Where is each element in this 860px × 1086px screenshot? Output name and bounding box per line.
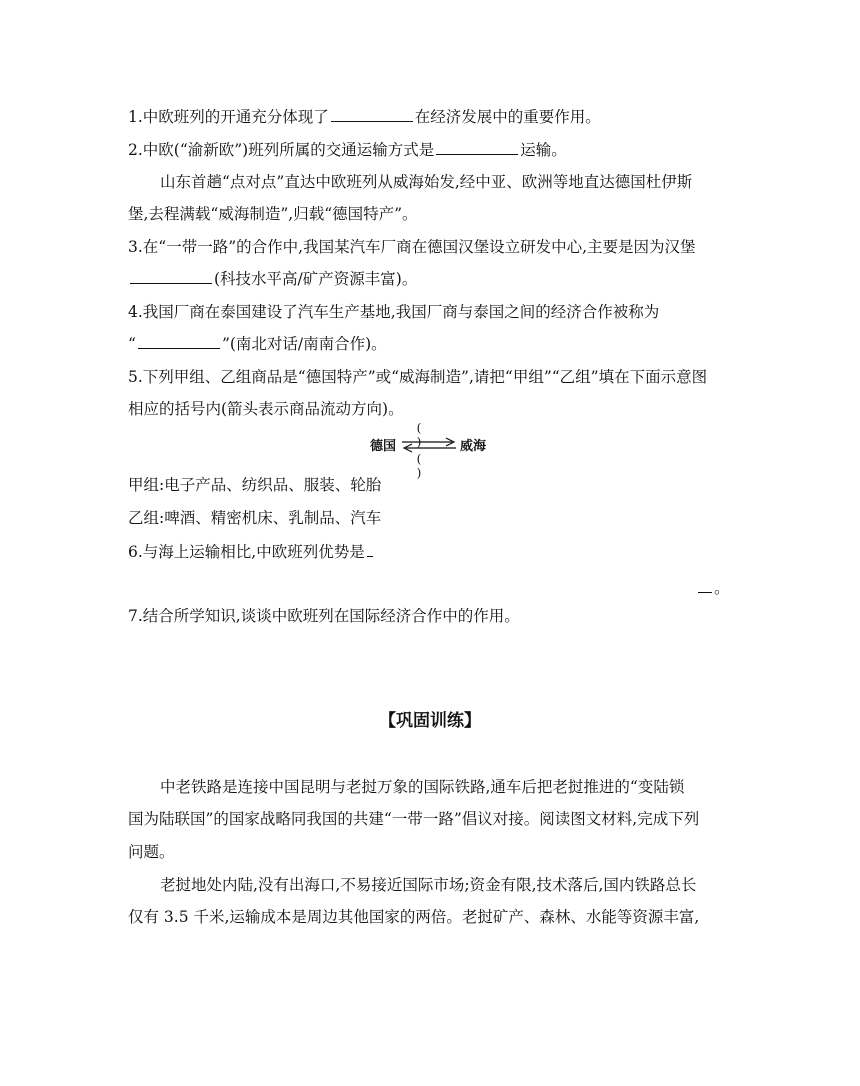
bottom-answer-paren[interactable]: ( ) [416,452,440,480]
open-quote: “ [128,335,136,353]
question-4-line-2 [128,333,387,355]
question-1 [128,106,601,128]
section-para-2-line-2: 仅有 3.5 千米,运输成本是周边其他国家的两倍。老挝矿产、森林、水能等资源丰富, [128,908,700,926]
group-a: 甲组:电子产品、纺织品、服装、轮胎 [128,476,382,494]
question-7: 7.结合所学知识,谈谈中欧班列在国际经济合作中的作用。 [128,607,520,625]
question-6 [128,541,375,563]
question-2-text-end: 运输。 [520,141,567,159]
question-5-line-1: 5.下列甲组、乙组商品是“德国特产”或“威海制造”,请把“甲组”“乙组”填在下面示意图 [128,368,708,386]
question-5-line-2: 相应的括号内(箭头表示商品流动方向)。 [128,400,404,418]
section-para-1-line-2: 国为陆联国”的国家战略同我国的共建“一带一路”倡议对接。阅读图文材料,完成下列 [128,810,700,828]
answer-blank-3[interactable] [130,268,212,284]
section-para-1-line-3: 问题。 [128,843,175,861]
passage-line-2: 堡,去程满载“威海制造”,归载“德国特产”。 [128,205,418,223]
answer-blank-6-end[interactable] [698,577,712,593]
top-answer-paren[interactable]: ( ) [416,421,440,449]
weihai-label: 威海 [460,439,487,454]
germany-label: 德国 [370,439,397,454]
section-para-2-line-1: 老挝地处内陆,没有出海口,不易接近国际市场;资金有限,技术落后,国内铁路总长 [160,876,697,894]
question-3-line-1: 3.在“一带一路”的合作中,我国某汽车厂商在德国汉堡设立研发中心,主要是因为汉堡 [128,238,696,256]
question-3-line-2 [128,268,417,290]
passage-line-1: 山东首趟“点对点”直达中欧班列从威海始发,经中亚、欧洲等地直达德国杜伊斯 [160,173,693,191]
question-6-period: 。 [714,579,730,597]
section-para-1-line-1: 中老铁路是连接中国昆明与老挝万象的国际铁路,通车后把老挝推进的“变陆锁 [160,778,685,796]
question-3-options: (科技水平高/矿产资源丰富)。 [214,270,418,288]
group-b: 乙组:啤酒、精密机床、乳制品、汽车 [128,509,382,527]
question-6-tail [696,577,730,599]
trade-flow-diagram [370,421,490,480]
answer-blank-2[interactable] [436,139,518,155]
section-title: 【巩固训练】 [379,711,481,731]
answer-blank-4[interactable] [138,333,220,349]
question-2-text: 2.中欧(“渝新欧”)班列所属的交通运输方式是 [128,141,435,159]
question-4-options: ”(南北对话/南南合作)。 [221,335,387,353]
bidirectional-arrows-icon [400,437,458,453]
question-1-text: 1.中欧班列的开通充分体现了 [128,108,329,126]
question-2 [128,139,567,161]
answer-blank-6-start[interactable] [367,541,373,557]
question-1-text-end: 在经济发展中的重要作用。 [414,108,601,126]
question-4-line-1: 4.我国厂商在泰国建设了汽车生产基地,我国厂商与泰国之间的经济合作被称为 [128,303,660,321]
answer-blank-1[interactable] [331,106,413,122]
question-6-text: 6.与海上运输相比,中欧班列优势是 [128,543,365,561]
